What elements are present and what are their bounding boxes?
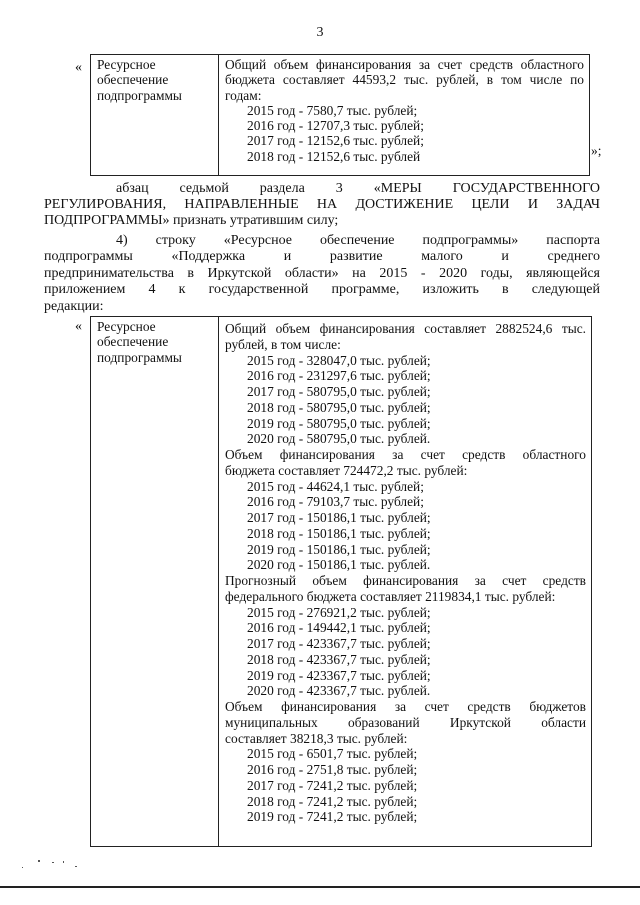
scan-speck (22, 867, 23, 868)
year-line: 2020 год - 423367,7 тыс. рублей. (247, 683, 431, 699)
resource-table-previous (90, 54, 590, 176)
year-line: 2015 год - 276921,2 тыс. рублей; (247, 604, 431, 620)
year-line: 2020 год - 580795,0 тыс. рублей. (247, 431, 431, 447)
scan-speck (38, 860, 40, 862)
paragraph-line: предпринимательства в Иркутской области» на 2015 - 2020 годы, являющейся (44, 265, 600, 281)
paragraph-line: ПОДПРОГРАММЫ» признать утратившим силу; (44, 213, 339, 228)
year-line: 2017 год - 12152,6 тыс. рублей; (247, 133, 424, 149)
table-value-cell (219, 317, 591, 846)
year-line: 2016 год - 231297,6 тыс. рублей; (247, 368, 431, 384)
label-line: Ресурсное (97, 57, 156, 72)
label-line: подпрограммы (97, 87, 182, 103)
value-line: годам: (225, 87, 262, 103)
year-line: 2015 год - 6501,7 тыс. рублей; (247, 746, 418, 762)
year-line: 2016 год - 149442,1 тыс. рублей; (247, 620, 431, 636)
year-line: 2015 год - 7580,7 тыс. рублей; (247, 102, 418, 118)
page-number: 3 (316, 25, 324, 40)
year-line: 2019 год - 423367,7 тыс. рублей; (247, 667, 431, 683)
year-line: 2017 год - 423367,7 тыс. рублей; (247, 636, 431, 651)
paragraph-line: абзац седьмой раздела 3 «МЕРЫ ГОСУДАРСТВЕННОГО (116, 181, 600, 196)
scan-speck (63, 861, 64, 863)
year-line: 2019 год - 7241,2 тыс. рублей; (247, 809, 418, 825)
value-line: Общий объем финансирования за счет средств областного (225, 57, 584, 72)
value-line: федерального бюджета составляет 2119834,1 тыс. рублей: (225, 588, 556, 604)
value-line: Прогнозный объем финансирования за счет средств (225, 573, 586, 588)
label-line: подпрограммы (97, 349, 182, 365)
scan-speck (75, 866, 77, 867)
year-line: 2015 год - 328047,0 тыс. рублей; (247, 352, 431, 368)
paragraph-line: редакции: (44, 298, 104, 314)
year-line: 2018 год - 423367,7 тыс. рублей; (247, 651, 431, 667)
table-value-cell (219, 55, 589, 175)
year-line: 2018 год - 12152,6 тыс. рублей (247, 148, 421, 164)
scan-speck (52, 862, 54, 863)
value-line: бюджета составляет 724472,2 тыс. рублей: (225, 462, 468, 478)
year-line: 2016 год - 79103,7 тыс. рублей; (247, 494, 424, 510)
year-line: 2018 год - 580795,0 тыс. рублей; (247, 399, 431, 415)
year-line: 2019 год - 580795,0 тыс. рублей; (247, 415, 431, 431)
paragraph-line: 4) строку «Ресурсное обеспечение подпрограммы» паспорта (116, 233, 600, 248)
value-line: Объем финансирования за счет средств областного (225, 447, 586, 462)
year-line: 2020 год - 150186,1 тыс. рублей. (247, 557, 431, 573)
paragraph-repeal (44, 181, 600, 229)
value-line: муниципальных образований Иркутской области (225, 714, 586, 730)
paragraph-line: приложением 4 к государственной программе, изложить в следующей (44, 282, 600, 298)
year-line: 2018 год - 7241,2 тыс. рублей; (247, 793, 418, 809)
table-label-cell (91, 317, 219, 846)
closing-quote-mark: »; (591, 143, 602, 158)
resource-table-new (90, 316, 592, 847)
paragraph-item-4 (44, 233, 600, 315)
table-label-cell (91, 55, 219, 175)
year-line: 2018 год - 150186,1 тыс. рублей; (247, 525, 431, 541)
paragraph-line: РЕГУЛИРОВАНИЯ, НАПРАВЛЕННЫЕ НА ДОСТИЖЕНИЕ ЦЕЛИ И ЗАДАЧ (44, 197, 600, 212)
year-line: 2015 год - 44624,1 тыс. рублей; (247, 478, 424, 494)
value-line: составляет 38218,3 тыс. рублей: (225, 730, 408, 746)
opening-quote-mark: « (75, 60, 82, 75)
label-line: обеспечение (97, 72, 169, 88)
year-line: 2017 год - 7241,2 тыс. рублей; (247, 777, 418, 793)
opening-quote-mark: « (75, 319, 82, 334)
year-line: 2017 год - 150186,1 тыс. рублей; (247, 510, 431, 525)
year-line: 2016 год - 12707,3 тыс. рублей; (247, 118, 424, 134)
year-line: 2016 год - 2751,8 тыс. рублей; (247, 762, 418, 777)
year-line: 2019 год - 150186,1 тыс. рублей; (247, 541, 431, 557)
year-line: 2017 год - 580795,0 тыс. рублей; (247, 384, 431, 399)
value-line: рублей, в том числе: (225, 336, 341, 352)
scan-bottom-edge (0, 886, 640, 888)
paragraph-line: подпрограммы «Поддержка и развитие малого и среднего (44, 249, 600, 265)
value-line: Общий объем финансирования составляет 2882524,6 тыс. (225, 321, 586, 336)
label-line: Ресурсное (97, 319, 156, 334)
value-line: Объем финансирования за счет средств бюджетов (225, 699, 586, 714)
label-line: обеспечение (97, 334, 169, 350)
value-line: бюджета составляет 44593,2 тыс. рублей, в том числе по (225, 72, 584, 88)
